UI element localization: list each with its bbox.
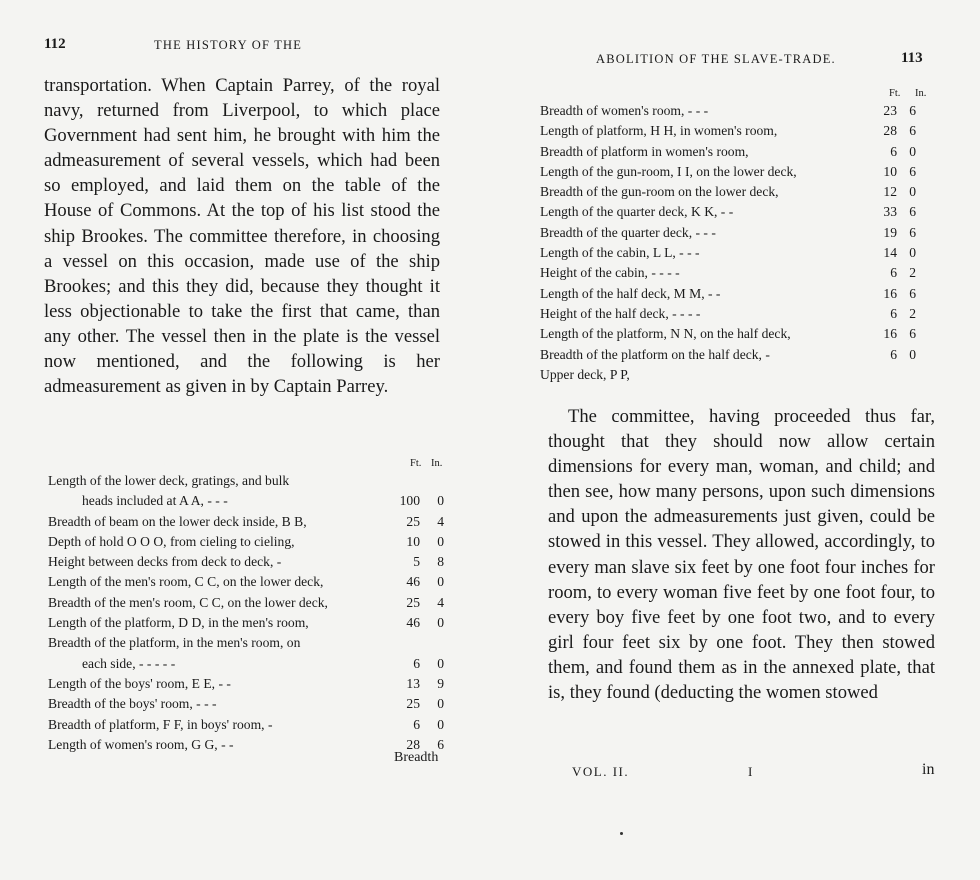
row-inches: 6: [909, 103, 916, 118]
row-label: Length of the lower deck, gratings, and bulk: [48, 473, 290, 488]
table-row: [48, 593, 448, 613]
table-row: [540, 243, 940, 263]
row-inches: 0: [437, 655, 444, 671]
row-inches: 0: [437, 493, 444, 509]
catchword: in: [922, 761, 935, 778]
row-label: Breadth of the quarter deck, - - -: [540, 224, 716, 240]
row-label: Height of the cabin, - - - -: [540, 265, 680, 281]
row-inches: 4: [437, 513, 444, 529]
row-inches: 0: [909, 143, 916, 159]
row-feet: 10: [883, 163, 897, 179]
running-head: ABOLITION OF THE SLAVE-TRADE.: [596, 52, 836, 66]
table-row: [540, 263, 940, 283]
row-inches: 0: [909, 184, 916, 200]
running-head: THE HISTORY OF THE: [154, 38, 303, 52]
row-label: Upper deck, P P,: [540, 366, 630, 382]
row-label: Height of the half deck, - - - -: [540, 305, 701, 321]
row-label: Breadth of women's room, - - -: [540, 103, 709, 118]
row-inches: 4: [437, 594, 444, 610]
row-feet: 6: [413, 716, 420, 732]
row-feet: 6: [890, 346, 897, 362]
row-label: Length of the gun-room, I I, on the lower deck,: [540, 163, 797, 179]
row-feet: 100: [399, 493, 420, 509]
row-label: Height between decks from deck to deck, -: [48, 554, 282, 570]
row-inches: 2: [909, 305, 916, 321]
row-feet: 16: [883, 326, 897, 342]
row-label: Length of the half deck, M M, - -: [540, 285, 721, 301]
ft-header: Ft.: [410, 458, 422, 469]
table-row: [48, 674, 448, 694]
table-row: [48, 491, 448, 511]
table-row: [48, 471, 448, 491]
row-label: heads included at A A, - - -: [82, 493, 228, 509]
body-paragraph: [44, 73, 440, 399]
row-feet: 10: [406, 533, 420, 549]
row-inches: 6: [909, 224, 916, 240]
row-label: each side, - - - - -: [82, 655, 176, 671]
row-feet: 14: [883, 245, 897, 261]
row-feet: 5: [413, 554, 420, 570]
table-row: [48, 715, 448, 735]
in-header: In.: [915, 88, 927, 99]
row-label: Breadth of the men's room, C C, on the lower deck,: [48, 594, 328, 610]
row-feet: 6: [413, 655, 420, 671]
paragraph-text: transportation. When Captain Parrey, of the royal navy, returned from Liverpool, to which place Government had sent him, he brought with him the admeasurement of several vessels, which had been so employed, and laid them on the table of the House of Commons. At the top of his list stood the ship Brookes. The committee therefore, in choosing a vessel on this occasion, made use of the ship Brookes; and this they did, because they thought it less objectionable to take the first that came, than any other. The vessel then in the plate is the vessel now mentioned, and the following is her admeasurement as given in by Captain Parrey.: [44, 75, 440, 398]
row-inches: 9: [437, 675, 444, 691]
table-row: [540, 304, 940, 324]
row-inches: 0: [909, 245, 916, 261]
signature-mark: I: [748, 764, 754, 779]
row-feet: 28: [406, 736, 420, 752]
row-label: Breadth of the boys' room, - - -: [48, 696, 217, 712]
row-feet: 46: [406, 574, 420, 590]
row-feet: 6: [890, 305, 897, 321]
row-feet: 33: [883, 204, 897, 220]
row-label: Breadth of platform, F F, in boys' room, -: [48, 716, 273, 732]
table-row: [540, 223, 940, 243]
row-label: Length of the quarter deck, K K, - -: [540, 204, 734, 220]
table-row: [48, 694, 448, 714]
row-feet: 23: [883, 103, 897, 118]
row-label: Length of women's room, G G, - -: [48, 736, 234, 752]
table-row: [540, 142, 940, 162]
ink-speck: [620, 832, 623, 835]
row-label: Breadth of platform in women's room,: [540, 143, 749, 159]
row-label: Breadth of beam on the lower deck inside, B B,: [48, 513, 307, 529]
row-inches: 0: [437, 615, 444, 631]
table-row: [540, 101, 940, 121]
right-page: [490, 0, 980, 880]
row-label: Length of the men's room, C C, on the lower deck,: [48, 574, 324, 590]
table-row: [540, 202, 940, 222]
row-inches: 0: [437, 533, 444, 549]
measurement-table: [540, 87, 940, 385]
row-label: Breadth of the platform, in the men's room, on: [48, 635, 301, 651]
row-inches: 0: [909, 346, 916, 362]
table-row: [540, 324, 940, 344]
table-row: [48, 735, 448, 755]
table-row: [48, 512, 448, 532]
table-row: [540, 365, 940, 385]
row-inches: 0: [437, 696, 444, 712]
table-row: [540, 121, 940, 141]
row-feet: 25: [406, 513, 420, 529]
catchword: Breadth: [394, 750, 439, 765]
table-column-header: [540, 87, 940, 101]
table-row: [48, 532, 448, 552]
row-feet: 12: [883, 184, 897, 200]
row-inches: 0: [437, 574, 444, 590]
ft-header: Ft.: [889, 88, 901, 99]
row-feet: 25: [406, 594, 420, 610]
row-inches: 6: [909, 285, 916, 301]
row-label: Depth of hold O O O, from cieling to cieling,: [48, 533, 295, 549]
row-inches: 6: [909, 204, 916, 220]
row-inches: 8: [437, 554, 444, 570]
row-feet: 6: [890, 143, 897, 159]
row-label: Length of platform, H H, in women's room,: [540, 123, 778, 139]
row-feet: 6: [890, 265, 897, 281]
row-label: Length of the platform, D D, in the men's room,: [48, 615, 309, 631]
row-feet: 19: [883, 224, 897, 240]
table-row: [48, 613, 448, 633]
table-row: [48, 552, 448, 572]
row-label: Breadth of the gun-room on the lower deck,: [540, 184, 779, 200]
row-feet: 28: [883, 123, 897, 139]
row-inches: 0: [437, 716, 444, 732]
row-label: Breadth of the platform on the half deck, -: [540, 346, 770, 362]
in-header: In.: [431, 458, 443, 469]
row-inches: 6: [909, 163, 916, 179]
row-inches: 6: [909, 123, 916, 139]
paragraph-text: The committee, having proceeded thus far, thought that they should now allow certain dimensions for every man, woman, and child; and then see, how many persons, upon such dimensions and upon the admeasurements just given, could be stowed in this vessel. They allowed, accordingly, to every man slave six feet by one foot four inches for room, to every woman five feet by one foot four, to every boy five feet by one foot two, and to every girl four feet six by one foot. They then stowed them, and found them as in the annexed plate, that is, they found (deducting the women stowed: [548, 406, 935, 704]
row-feet: 46: [406, 615, 420, 631]
page-number: 113: [901, 50, 923, 66]
page-number: 112: [44, 36, 66, 52]
table-row: [48, 654, 448, 674]
table-row: [48, 572, 448, 592]
table-row: [540, 345, 940, 365]
table-column-header: [48, 457, 448, 471]
row-inches: 2: [909, 265, 916, 281]
table-row: [540, 182, 940, 202]
table-row: [48, 633, 448, 653]
body-paragraph: [548, 404, 935, 705]
row-feet: 25: [406, 696, 420, 712]
row-label: Length of the cabin, L L, - - -: [540, 245, 700, 261]
table-row: [540, 162, 940, 182]
row-label: Length of the platform, N N, on the half deck,: [540, 326, 791, 342]
row-feet: 16: [883, 285, 897, 301]
row-feet: 13: [406, 675, 420, 691]
table-row: [540, 284, 940, 304]
row-inches: 6: [437, 736, 444, 752]
row-label: Length of the boys' room, E E, - -: [48, 675, 231, 691]
measurement-table: [48, 457, 448, 755]
signature-volume: VOL. II.: [572, 764, 630, 779]
row-inches: 6: [909, 326, 916, 342]
